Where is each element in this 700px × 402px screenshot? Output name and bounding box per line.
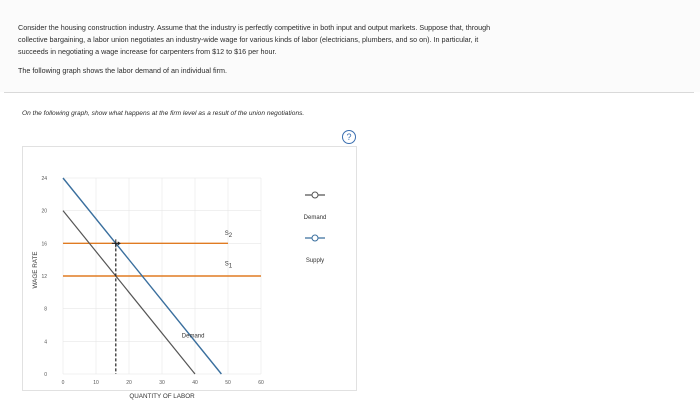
problem-text-line-2: collective bargaining, a labor union negotiates an industry-wide wage for various kinds of labor (electricians, plumbers, and so on). In particular, it (18, 35, 479, 44)
problem-text-line-4: The following graph shows the labor demand of an individual firm. (18, 66, 227, 75)
y-axis-title: WAGE RATE (32, 251, 39, 289)
x-tick-label: 30 (159, 380, 165, 386)
x-tick-label: 60 (258, 380, 264, 386)
label-s2: S (224, 231, 229, 238)
supply-tool-handle[interactable] (312, 235, 318, 241)
y-tick-label: 24 (41, 176, 47, 182)
problem-text-line-3: succeeds in negotiating a wage increase for carpenters from $12 to $16 per hour. (18, 47, 277, 56)
y-tick-label: 4 (44, 339, 47, 346)
point-handle-arrow[interactable] (118, 241, 121, 245)
help-icon[interactable]: ? (342, 130, 356, 144)
y-tick-label: 16 (41, 241, 47, 248)
problem-text-line-1: Consider the housing construction industry. Assume that the industry is perfectly competitive in both input and output markets. Suppose that, through (18, 23, 491, 32)
label-s1: S (224, 261, 229, 268)
y-tick-label: 0 (44, 372, 47, 378)
x-tick-label: 0 (61, 380, 65, 386)
graph-instruction: On the following graph, show what happens at the firm level as a result of the union negotiations. (22, 110, 305, 117)
label-demand: Demand (181, 333, 205, 340)
tick-labels (41, 176, 264, 386)
y-tick-label: 20 (41, 208, 47, 215)
demand-tool-handle[interactable] (312, 192, 318, 198)
x-axis-title: QUANTITY OF LABOR (129, 393, 195, 400)
y-tick-label: 8 (44, 306, 47, 313)
label-s1-subscript: 1 (228, 263, 233, 270)
demand-tool-label: Demand (303, 215, 327, 221)
supply-tool-label: Supply (305, 258, 325, 264)
x-tick-label: 50 (225, 380, 231, 386)
legend-tools[interactable] (304, 192, 327, 264)
label-s2-subscript: 2 (228, 233, 233, 240)
x-tick-label: 10 (93, 380, 99, 386)
x-tick-label: 40 (192, 380, 198, 386)
x-tick-label: 20 (126, 380, 132, 386)
y-tick-label: 12 (41, 274, 47, 280)
